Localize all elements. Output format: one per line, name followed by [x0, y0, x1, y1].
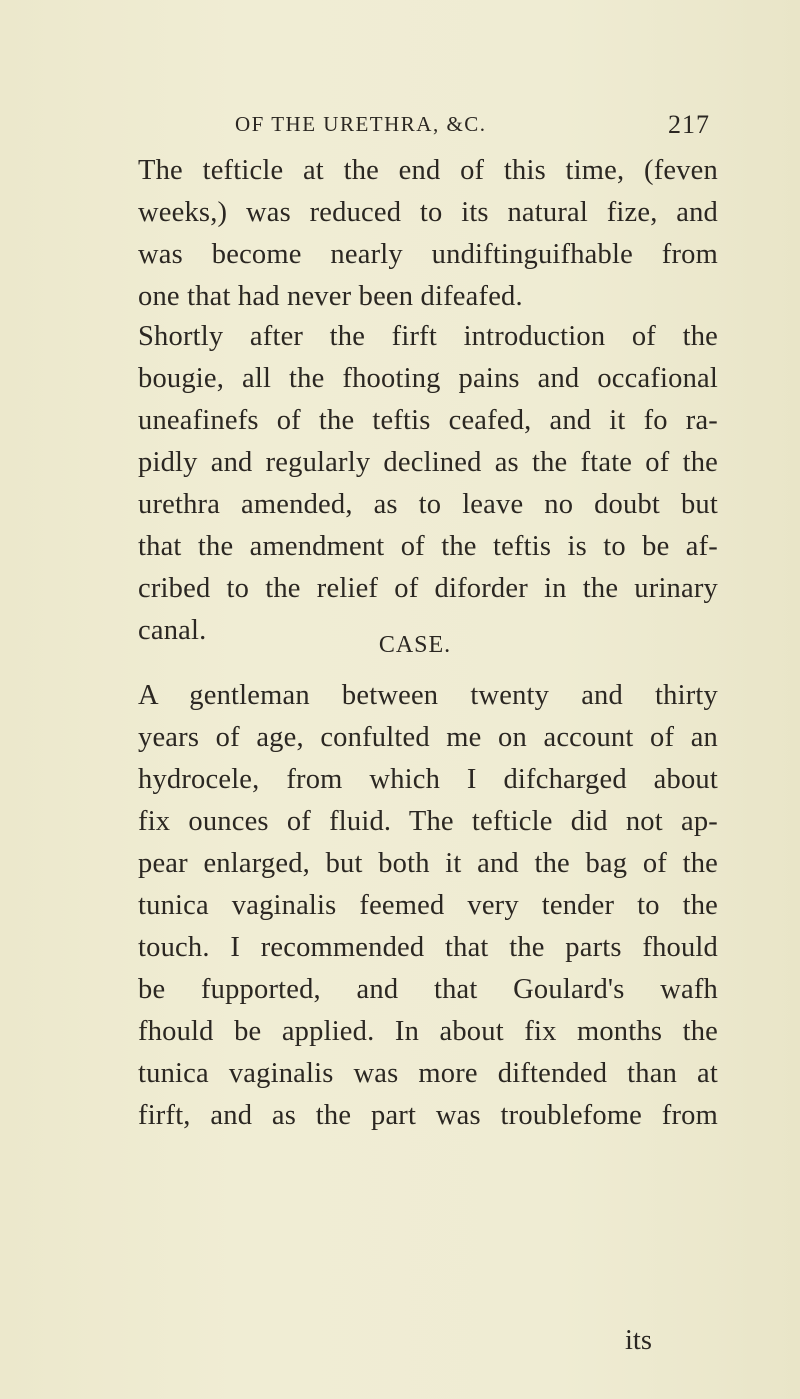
running-head: OF THE URETHRA, &C.	[235, 112, 487, 136]
text-line: uneafinefs of the teftis ceafed, and it fo ra-	[138, 405, 718, 436]
page-header	[150, 112, 710, 142]
text-line: fix ounces of fluid. The tefticle did not ap-	[138, 806, 718, 837]
text-line: canal.	[138, 615, 207, 646]
text-line: tunica vaginalis feemed very tender to the	[138, 890, 718, 921]
text-line: be fupported, and that Goulard's wafh	[138, 974, 718, 1005]
text-line: hydrocele, from which I difcharged about	[138, 764, 718, 795]
text-line: pidly and regularly declined as the ftate of the	[138, 447, 718, 478]
text-line: one that had never been difeafed.	[138, 281, 523, 312]
text-line: bougie, all the fhooting pains and occafional	[138, 363, 718, 394]
page-number: 217	[668, 110, 710, 139]
case-heading: CASE.	[378, 632, 452, 658]
catchword: its	[625, 1325, 652, 1356]
text-line: that the amendment of the teftis is to be af-	[138, 531, 718, 562]
text-line: Shortly after the firft introduction of the	[138, 321, 718, 352]
text-line: touch. I recommended that the parts fhould	[138, 932, 718, 963]
text-line: weeks,) was reduced to its natural fize, and	[138, 197, 718, 228]
text-line: pear enlarged, but both it and the bag of the	[138, 848, 718, 879]
text-line: was become nearly undiftinguifhable from	[138, 239, 718, 270]
paragraph-1	[138, 150, 718, 318]
case-paragraph	[138, 675, 718, 1137]
paragraph-2	[138, 316, 718, 652]
text-line: The tefticle at the end of this time, (feven	[138, 155, 718, 186]
text-line: cribed to the relief of diforder in the urinary	[138, 573, 718, 604]
text-line: urethra amended, as to leave no doubt but	[138, 489, 718, 520]
text-line: years of age, confulted me on account of an	[138, 722, 718, 753]
text-line: fhould be applied. In about fix months the	[138, 1016, 718, 1047]
text-line: A gentleman between twenty and thirty	[138, 680, 718, 711]
text-line: firft, and as the part was troublefome from	[138, 1100, 718, 1131]
text-line: tunica vaginalis was more diftended than at	[138, 1058, 718, 1089]
